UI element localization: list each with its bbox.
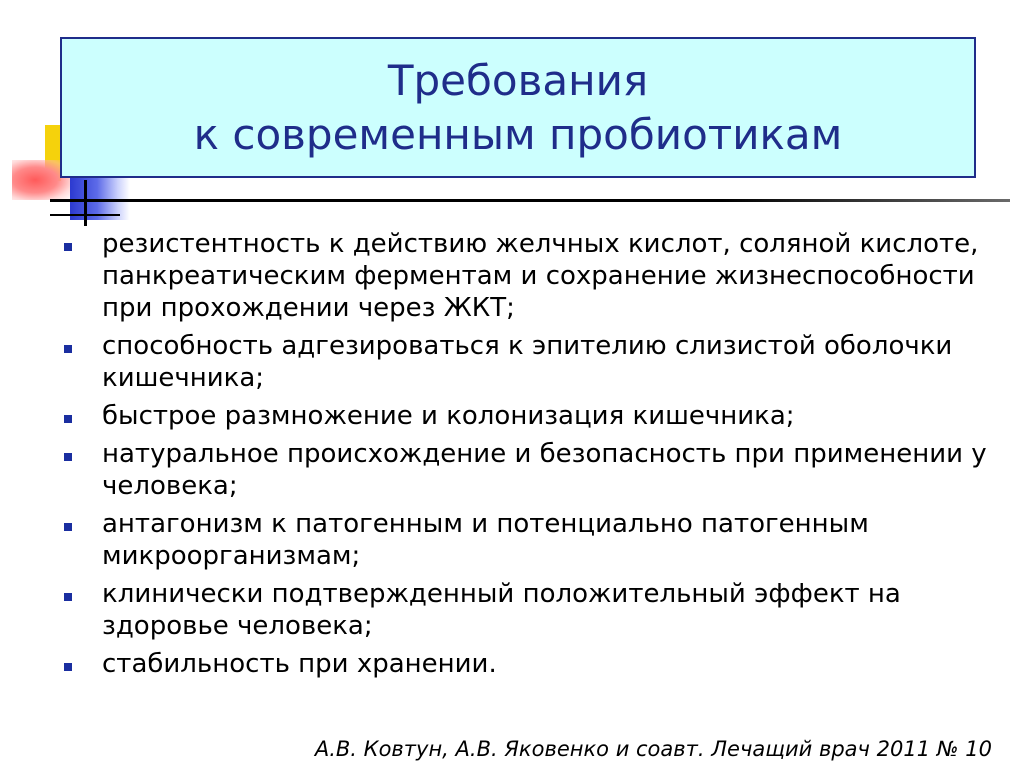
bullet-text: натуральное происхождение и безопасность при применении у человека; bbox=[102, 439, 987, 501]
decorative-vertical-rule bbox=[84, 180, 87, 226]
source-citation: А.В. Ковтун, А.В. Яковенко и соавт. Лечащий врач 2011 № 10 bbox=[314, 737, 992, 761]
bullet-square-icon bbox=[64, 453, 72, 461]
slide-title-line-1: Требования bbox=[387, 55, 649, 105]
decorative-horizontal-rule bbox=[50, 199, 1010, 202]
bullet-text: антагонизм к патогенным и потенциально патогенным микроорганизмам; bbox=[102, 509, 869, 571]
bullet-item bbox=[62, 648, 1002, 680]
bullet-text: стабильность при хранении. bbox=[102, 649, 497, 679]
bullet-square-icon bbox=[64, 415, 72, 423]
bullet-item bbox=[62, 578, 1002, 642]
bullet-square-icon bbox=[64, 663, 72, 671]
bullet-text: клинически подтвержденный положительный эффект на здоровье человека; bbox=[102, 579, 901, 641]
slide-title-line-2: к современным пробиотикам bbox=[193, 109, 843, 159]
decorative-short-rule bbox=[50, 214, 120, 216]
bullet-item bbox=[62, 330, 1002, 394]
bullet-item bbox=[62, 508, 1002, 572]
bullet-list bbox=[62, 228, 1002, 686]
bullet-text: резистентность к действию желчных кислот, соляной кислоте, панкреатическим ферментам и сохранение жизнеспособности при прохождении через ЖКТ; bbox=[102, 229, 979, 323]
bullet-square-icon bbox=[64, 523, 72, 531]
bullet-item bbox=[62, 228, 1002, 324]
bullet-item bbox=[62, 400, 1002, 432]
bullet-square-icon bbox=[64, 593, 72, 601]
bullet-text: способность адгезироваться к эпителию слизистой оболочки кишечника; bbox=[102, 331, 953, 393]
bullet-square-icon bbox=[64, 345, 72, 353]
title-box bbox=[60, 37, 976, 178]
bullet-square-icon bbox=[64, 243, 72, 251]
bullet-item bbox=[62, 438, 1002, 502]
bullet-text: быстрое размножение и колонизация кишечника; bbox=[102, 401, 795, 431]
